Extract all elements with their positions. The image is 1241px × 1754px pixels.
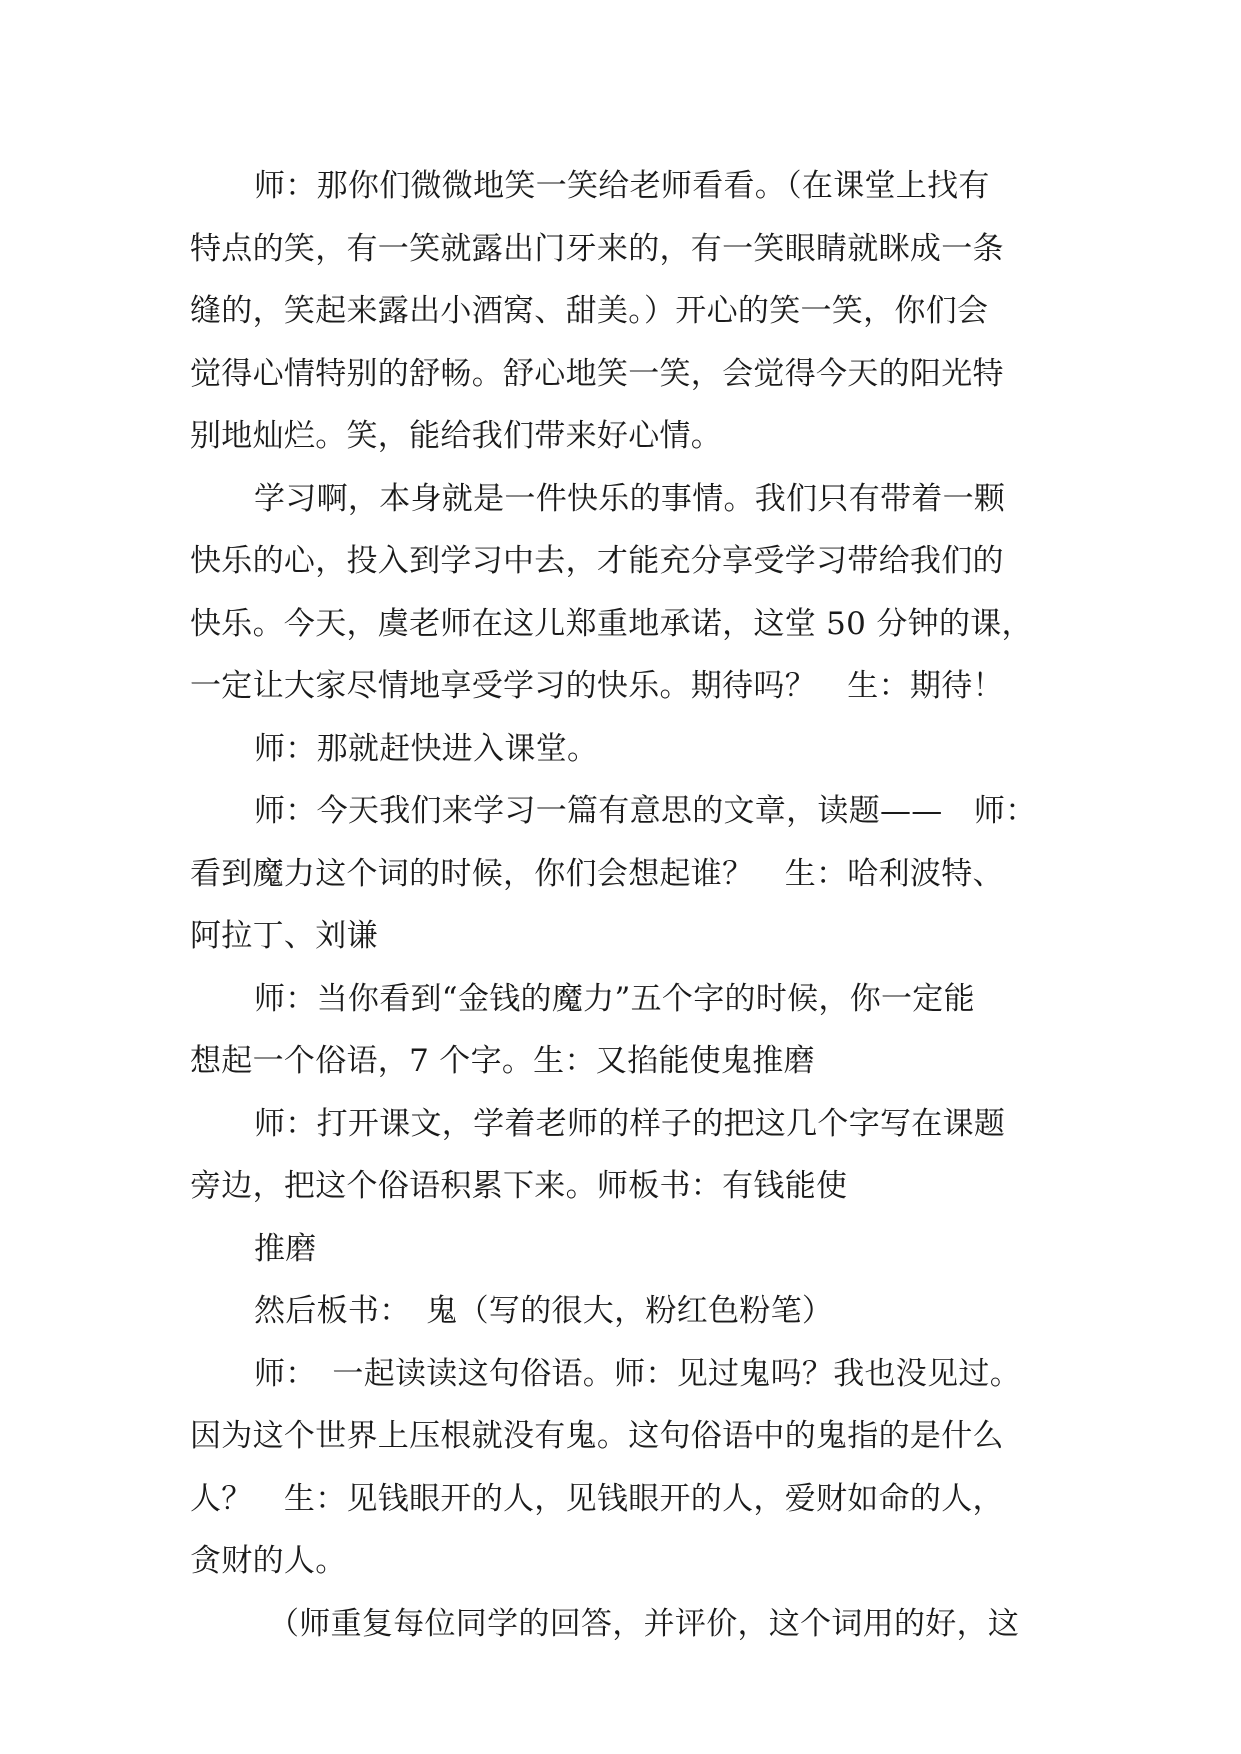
text-line: 师： 一起读读这句俗语。师：见过鬼吗？我也没见过。: [254, 1355, 1021, 1392]
text-line: 阿拉丁、刘谦: [190, 918, 378, 954]
text-line: 看到魔力这个词的时候，你们会想起谁？ 生：哈利波特、: [190, 855, 1004, 892]
text-line: 师：那就赶快进入课堂。: [254, 730, 599, 767]
text-line: 别地灿烂。笑，能给我们带来好心情。: [190, 418, 723, 454]
text-line: 贪财的人。: [190, 1543, 347, 1579]
text-line: 想起一个俗语，7 个字。生：又掐能使鬼推磨: [190, 1043, 815, 1079]
text-line: 推磨: [254, 1230, 317, 1267]
text-line: 学习啊，本身就是一件快乐的事情。我们只有带着一颗: [254, 480, 1006, 517]
text-line: （师重复每位同学的回答，并评价，这个词用的好，这: [268, 1605, 1020, 1642]
text-line: 旁边，把这个俗语积累下来。师板书：有钱能使: [190, 1168, 848, 1204]
text-line: 快乐。今天，虞老师在这儿郑重地承诺，这堂 50 分钟的课，: [190, 605, 1033, 642]
text-line: 一定让大家尽情地享受学习的快乐。期待吗？ 生：期待！: [190, 668, 1004, 704]
text-line: 师：今天我们来学习一篇有意思的文章，读题—— 师：: [254, 793, 1037, 829]
text-line: 师：当你看到“金钱的魔力”五个字的时候，你一定能: [254, 980, 975, 1017]
text-line: 人？ 生：见钱眼开的人，见钱眼开的人，爱财如命的人，: [190, 1480, 1004, 1517]
text-line: 缝的，笑起来露出小酒窝、甜美。）开心的笑一笑，你们会: [190, 293, 989, 329]
text-line: 快乐的心，投入到学习中去，才能充分享受学习带给我们的: [190, 543, 1004, 579]
text-line: 觉得心情特别的舒畅。舒心地笑一笑，会觉得今天的阳光特: [190, 355, 1004, 392]
text-line: 师：那你们微微地笑一笑给老师看看。（在课堂上找有: [254, 168, 990, 204]
text-line: 特点的笑，有一笑就露出门牙来的，有一笑眼睛就眯成一条: [190, 230, 1004, 267]
text-line: 然后板书： 鬼（写的很大，粉红色粉笔）: [254, 1293, 834, 1329]
document-body: [190, 155, 1050, 1655]
text-line: 师：打开课文，学着老师的样子的把这几个字写在课题: [254, 1105, 1006, 1142]
text-line: 因为这个世界上压根就没有鬼。这句俗语中的鬼指的是什么: [190, 1418, 1004, 1454]
